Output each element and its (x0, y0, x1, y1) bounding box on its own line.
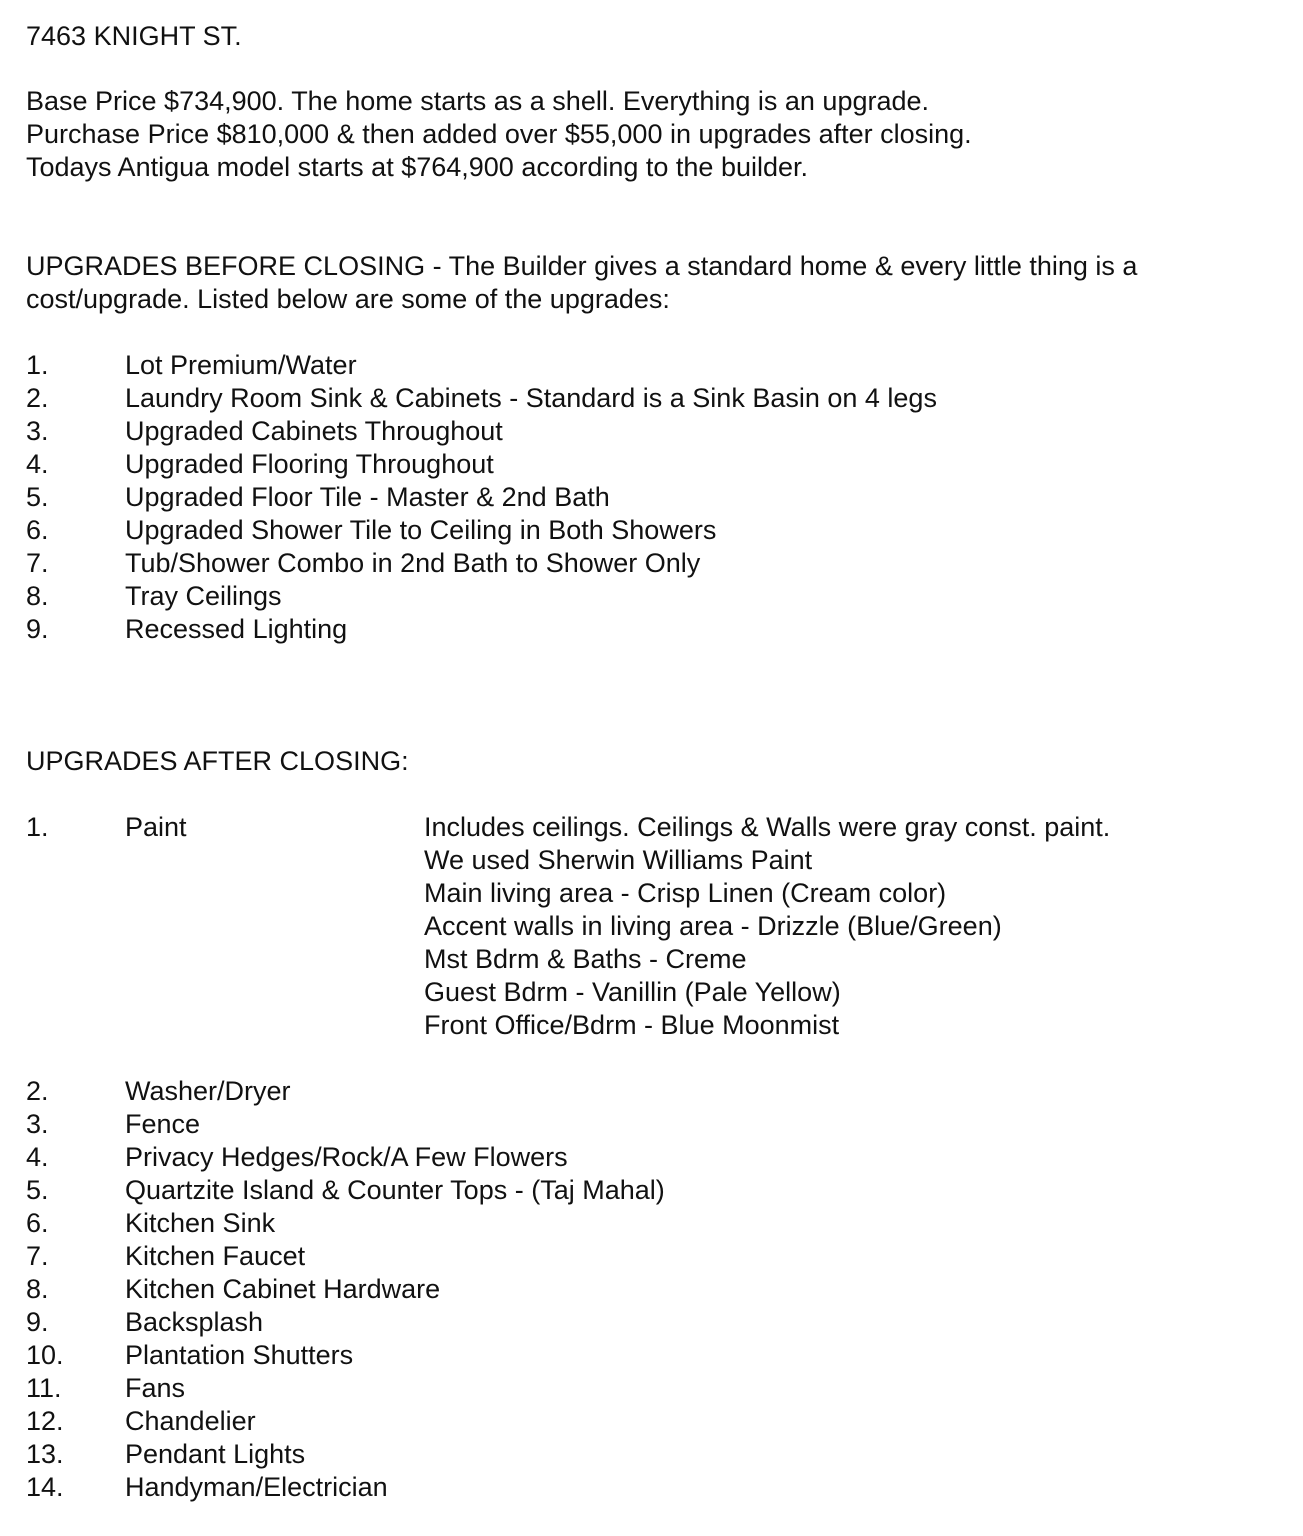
list-item (26, 1405, 1286, 1438)
list-item (26, 1471, 1286, 1504)
paint-note: Front Office/Bdrm - Blue Moonmist (424, 1010, 840, 1040)
item-number: 4. (26, 1142, 49, 1172)
item-number: 1. (26, 350, 49, 380)
item-number: 9. (26, 1307, 49, 1337)
item-text: Washer/Dryer (125, 1076, 291, 1106)
item-text: Tray Ceilings (125, 581, 282, 611)
item-text: Backsplash (125, 1307, 264, 1337)
item-number: 7. (26, 548, 49, 578)
item-number: 6. (26, 515, 49, 545)
item-text: Plantation Shutters (125, 1340, 354, 1370)
item-text: Handyman/Electrician (125, 1472, 388, 1502)
item-text: Upgraded Shower Tile to Ceiling in Both Showers (125, 515, 717, 545)
list-item (26, 1372, 1286, 1405)
item-number: 1. (26, 812, 49, 842)
before-closing-heading: UPGRADES BEFORE CLOSING - The Builder gives a standard home & every little thing is a cost/upgrade. Listed below are some of the upgrades: (26, 251, 1138, 314)
item-number: 8. (26, 1274, 49, 1304)
purchase-price-line: Purchase Price $810,000 & then added over $55,000 in upgrades after closing. (26, 119, 972, 149)
paint-note: We used Sherwin Williams Paint (424, 845, 813, 875)
item-text: Quartzite Island & Counter Tops - (Taj Mahal) (125, 1175, 665, 1205)
item-number: 13. (26, 1439, 64, 1469)
item-number: 11. (26, 1373, 62, 1403)
list-item (26, 613, 1286, 646)
item-number: 8. (26, 581, 49, 611)
paint-note: Includes ceilings. Ceilings & Walls were gray const. paint. (424, 812, 1111, 842)
item-number: 5. (26, 482, 49, 512)
list-item (26, 1174, 1286, 1207)
list-item (26, 382, 1286, 415)
base-price-line: Base Price $734,900. The home starts as a shell. Everything is an upgrade. (26, 86, 930, 116)
item-number: 3. (26, 1109, 49, 1139)
after-closing-heading: UPGRADES AFTER CLOSING: (26, 746, 409, 776)
list-item (26, 1108, 1286, 1141)
item-number: 10. (26, 1340, 64, 1370)
item-text: Fence (125, 1109, 201, 1139)
item-number: 14. (26, 1472, 64, 1502)
list-item (26, 1240, 1286, 1273)
after-closing-list (26, 811, 1286, 1504)
list-item (26, 1207, 1286, 1240)
list-item (26, 1306, 1286, 1339)
list-item (26, 1141, 1286, 1174)
list-item (26, 1438, 1286, 1471)
item-text: Kitchen Cabinet Hardware (125, 1274, 441, 1304)
item-text: Kitchen Faucet (125, 1241, 306, 1271)
item-text: Laundry Room Sink & Cabinets - Standard is a Sink Basin on 4 legs (125, 383, 937, 413)
model-price-line: Todays Antigua model starts at $764,900 according to the builder. (26, 152, 809, 182)
list-item (26, 415, 1286, 448)
document-page (26, 20, 1286, 1504)
item-text: Upgraded Cabinets Throughout (125, 416, 503, 446)
item-text: Tub/Shower Combo in 2nd Bath to Shower Only (125, 548, 701, 578)
item-number: 2. (26, 383, 49, 413)
item-text: Privacy Hedges/Rock/A Few Flowers (125, 1142, 568, 1172)
list-item (26, 481, 1286, 514)
paint-notes (424, 811, 1110, 1042)
paint-note: Main living area - Crisp Linen (Cream color) (424, 878, 947, 908)
paint-note: Guest Bdrm - Vanillin (Pale Yellow) (424, 977, 841, 1007)
list-item (26, 514, 1286, 547)
item-number: 5. (26, 1175, 49, 1205)
property-address: 7463 KNIGHT ST. (26, 21, 242, 51)
item-text: Upgraded Floor Tile - Master & 2nd Bath (125, 482, 610, 512)
item-number: 9. (26, 614, 49, 644)
item-number: 3. (26, 416, 49, 446)
paint-note: Accent walls in living area - Drizzle (Blue/Green) (424, 911, 1002, 941)
list-item (26, 547, 1286, 580)
item-number: 6. (26, 1208, 49, 1238)
after-closing-items (26, 1075, 1286, 1504)
item-text: Recessed Lighting (125, 614, 348, 644)
item-text: Chandelier (125, 1406, 256, 1436)
item-number: 4. (26, 449, 49, 479)
price-summary (26, 85, 1286, 184)
item-text: Lot Premium/Water (125, 350, 357, 380)
item-text: Upgraded Flooring Throughout (125, 449, 494, 479)
item-text: Pendant Lights (125, 1439, 306, 1469)
before-closing-list (26, 349, 1286, 646)
item-number: 12. (26, 1406, 64, 1436)
item-number: 7. (26, 1241, 49, 1271)
list-item (26, 1075, 1286, 1108)
item-text: Kitchen Sink (125, 1208, 276, 1238)
list-item (26, 1273, 1286, 1306)
item-number: 2. (26, 1076, 49, 1106)
item-text: Paint (125, 812, 187, 842)
paint-item (26, 811, 1286, 1042)
paint-note: Mst Bdrm & Baths - Creme (424, 944, 747, 974)
list-item (26, 448, 1286, 481)
list-item (26, 349, 1286, 382)
list-item (26, 1339, 1286, 1372)
item-text: Fans (125, 1373, 186, 1403)
list-item (26, 580, 1286, 613)
